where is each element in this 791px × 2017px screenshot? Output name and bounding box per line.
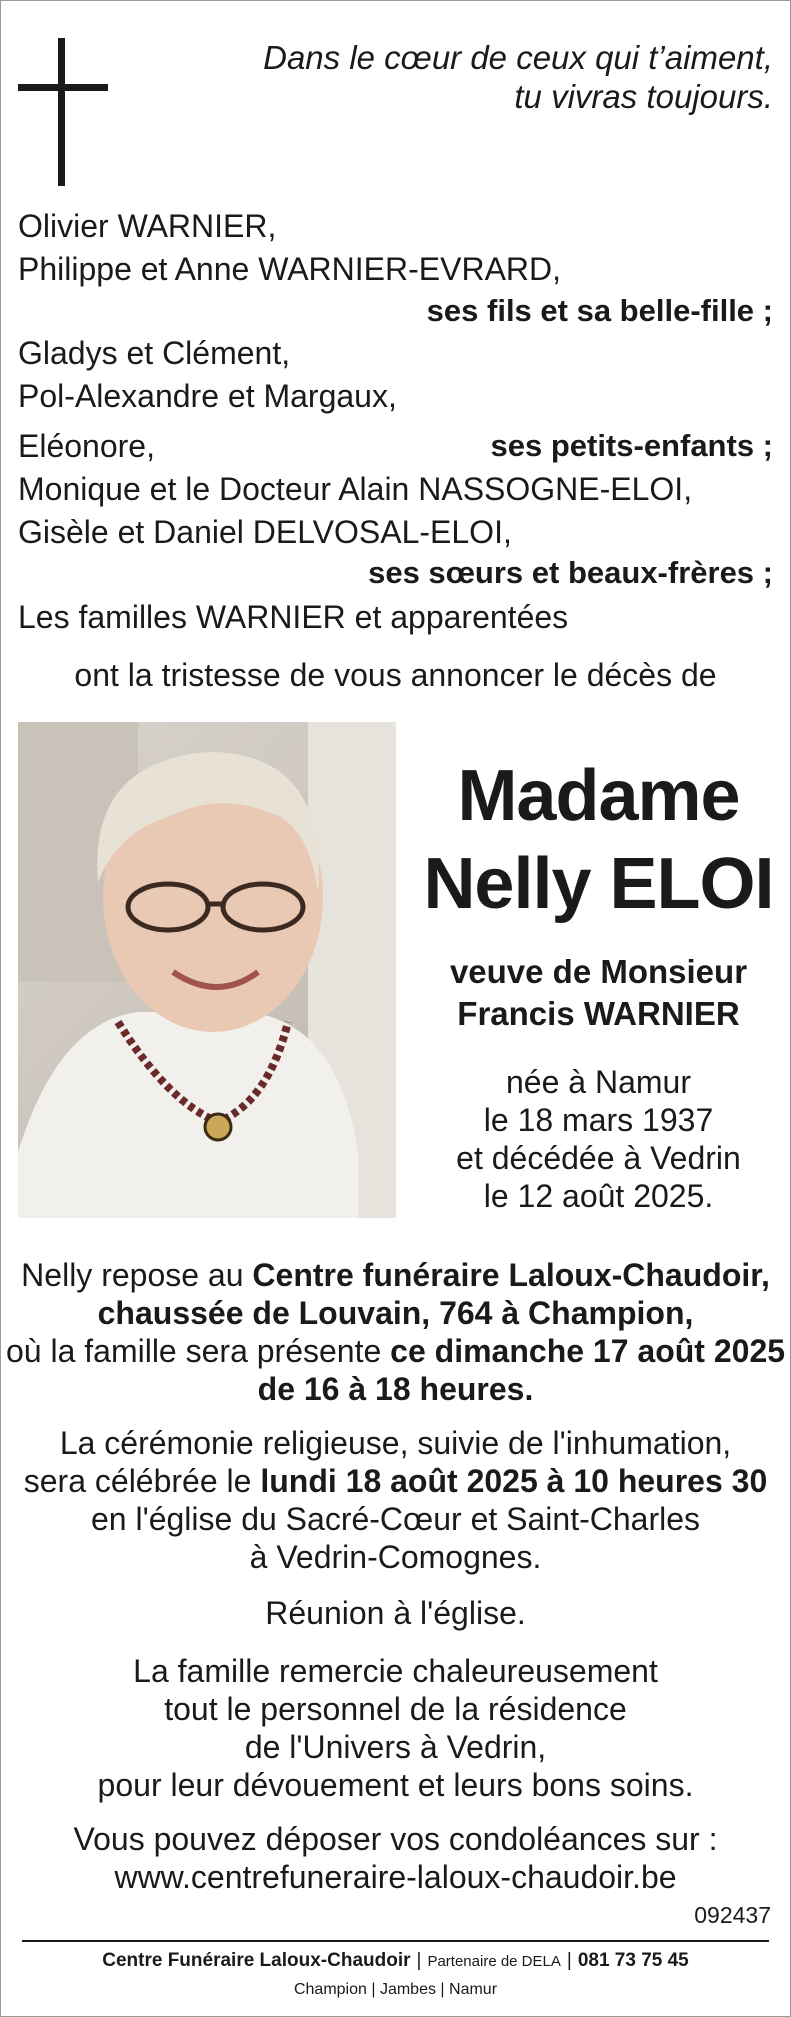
date-line: et décédée à Vedrin [456,1140,741,1176]
rest-line [0,1332,791,1370]
quote-line: tu vivras toujours. [514,78,773,115]
footer-divider [22,1940,769,1942]
widow-line: veuve de Monsieur [449,953,748,990]
ceremony-line: La cérémonie religieuse, suivie de l'inhumation, [59,1425,732,1461]
portrait-photo [18,722,396,1218]
condolences-line: Vous pouvez déposer vos condoléances sur : [73,1821,718,1857]
deceased-title: Madame [457,756,740,836]
rest-line [0,1294,791,1332]
footer-locations: Champion | Jambes | Namur [293,1981,498,1998]
date-line: le 18 mars 1937 [483,1102,714,1138]
reunion-line: Réunion à l'église. [265,1595,526,1631]
family-line: Philippe et Anne WARNIER-EVRARD, [18,251,562,287]
family-line: Monique et le Docteur Alain NASSOGNE-ELOI, [18,471,693,507]
footer-company: Centre Funéraire Laloux-Chaudoir [102,1950,411,1971]
relation-label: ses sœurs et beaux-frères ; [368,555,773,590]
quote-line: Dans le cœur de ceux qui t’aiment, [263,39,773,76]
rest-line [0,1256,791,1294]
footer-phone[interactable]: 081 73 75 45 [577,1950,689,1971]
footer-main: Centre Funéraire Laloux-Chaudoir | Partenaire de DELA | 081 73 75 45 [102,1950,689,1971]
announcement: ont la tristesse de vous annoncer le décès de [74,657,717,693]
condolences-url[interactable]: www.centrefuneraire-laloux-chaudoir.be [114,1859,677,1895]
deceased-name: Nelly ELOI [423,844,774,924]
epitaph-quote [263,38,773,116]
family-line: Gladys et Clément, [18,335,291,371]
reference-number: 092437 [694,1902,771,1928]
portrait-illustration [18,722,396,1218]
thanks-line: pour leur dévouement et leurs bons soins. [97,1767,694,1803]
ceremony-line: en l'église du Sacré-Cœur et Saint-Charles [90,1501,701,1537]
date-line: le 12 août 2025. [483,1178,714,1214]
family-line: Eléonore, [18,428,155,464]
ceremony-line [0,1462,791,1500]
family-line: Gisèle et Daniel DELVOSAL-ELOI, [18,514,512,550]
thanks-line: de l'Univers à Vedrin, [244,1729,547,1765]
rest-date: ce dimanche 17 août 2025 [390,1333,786,1369]
ceremony-date: lundi 18 août 2025 à 10 heures 30 [260,1463,768,1499]
cross-icon [18,38,110,188]
family-line: Olivier WARNIER, [18,208,277,244]
rest-text: Nelly repose au [21,1257,253,1293]
family-line: Pol-Alexandre et Margaux, [18,378,397,414]
ceremony-line: à Vedrin-Comognes. [249,1539,542,1575]
relation-label: ses fils et sa belle-fille ; [426,293,773,328]
rest-address: chaussée de Louvain, 764 à Champion, [97,1295,694,1331]
relation-label: ses petits-enfants ; [490,428,773,463]
thanks-line: tout le personnel de la résidence [164,1691,627,1727]
ceremony-text: sera célébrée le [23,1463,261,1499]
widow-line: Francis WARNIER [457,995,740,1032]
thanks-line: La famille remercie chaleureusement [133,1653,658,1689]
rest-text: où la famille sera présente [5,1333,391,1369]
rest-hours: de 16 à 18 heures. [257,1371,534,1407]
footer-partner: Partenaire de DELA [427,1953,561,1970]
rest-place: Centre funéraire Laloux-Chaudoir, [252,1257,770,1293]
rest-line [0,1370,791,1408]
date-line: née à Namur [506,1064,691,1100]
family-line: Les familles WARNIER et apparentées [18,599,569,635]
